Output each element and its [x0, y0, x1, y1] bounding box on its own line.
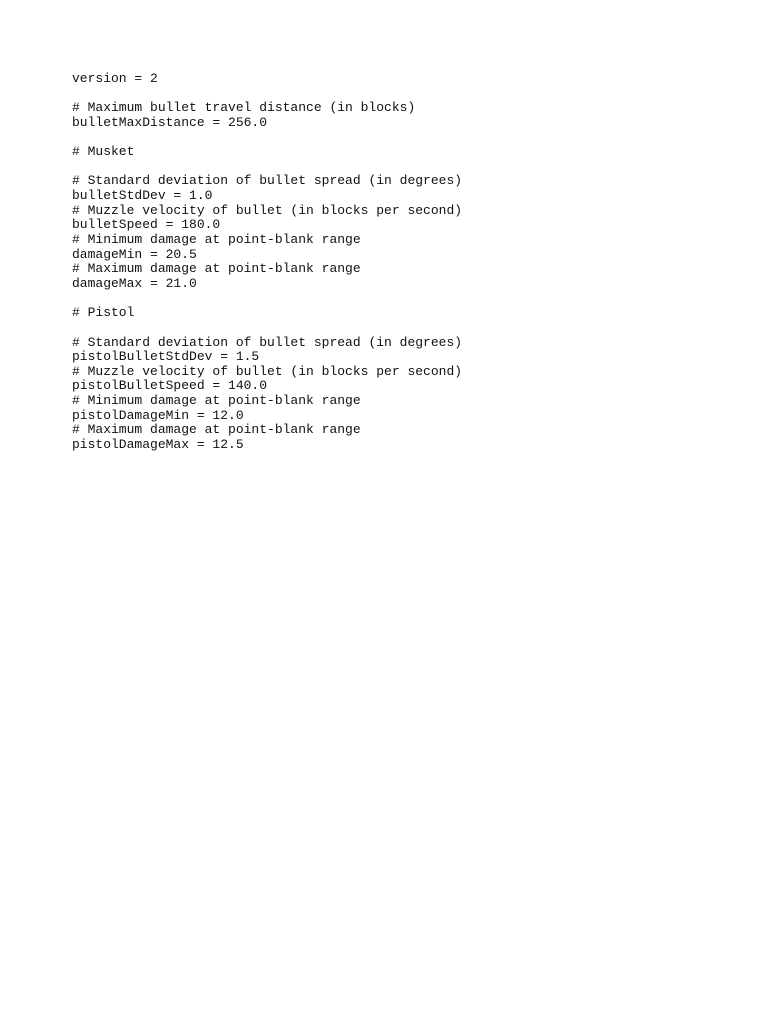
config-line-bullet-std-dev: bulletStdDev = 1.0 — [72, 188, 213, 204]
config-document — [72, 72, 692, 453]
blank-line — [72, 321, 692, 336]
config-line-bullet-speed: bulletSpeed = 180.0 — [72, 217, 221, 233]
comment-line: # Minimum damage at point-blank range — [72, 232, 361, 248]
comment-line: # Maximum bullet travel distance (in blocks) — [72, 100, 416, 116]
config-line-damage-max: damageMax = 21.0 — [72, 275, 197, 291]
blank-line — [72, 131, 692, 146]
config-line-damage-min: damageMin = 20.5 — [72, 246, 197, 262]
blank-line — [72, 87, 692, 102]
config-line-pistol-damage-min: pistolDamageMin = 12.0 — [72, 407, 244, 423]
comment-line: # Muzzle velocity of bullet (in blocks per second) — [72, 363, 463, 379]
config-line-pistol-bullet-std-dev: pistolBulletStdDev = 1.5 — [72, 349, 260, 365]
config-line-bullet-max-distance: bulletMaxDistance = 256.0 — [72, 114, 268, 130]
config-line-version: version = 2 — [72, 71, 158, 86]
blank-line — [72, 160, 692, 175]
comment-line: # Standard deviation of bullet spread (in degrees) — [72, 173, 463, 189]
blank-line — [72, 292, 692, 307]
comment-line: # Muzzle velocity of bullet (in blocks per second) — [72, 202, 463, 218]
comment-line: # Standard deviation of bullet spread (in degrees) — [72, 334, 463, 350]
config-line-pistol-damage-max: pistolDamageMax = 12.5 — [72, 437, 244, 453]
comment-line: # Maximum damage at point-blank range — [72, 261, 361, 277]
comment-line: # Minimum damage at point-blank range — [72, 393, 361, 409]
section-comment-musket: # Musket — [72, 144, 135, 160]
section-comment-pistol: # Pistol — [72, 305, 135, 321]
comment-line: # Maximum damage at point-blank range — [72, 422, 361, 438]
config-line-pistol-bullet-speed: pistolBulletSpeed = 140.0 — [72, 378, 268, 394]
